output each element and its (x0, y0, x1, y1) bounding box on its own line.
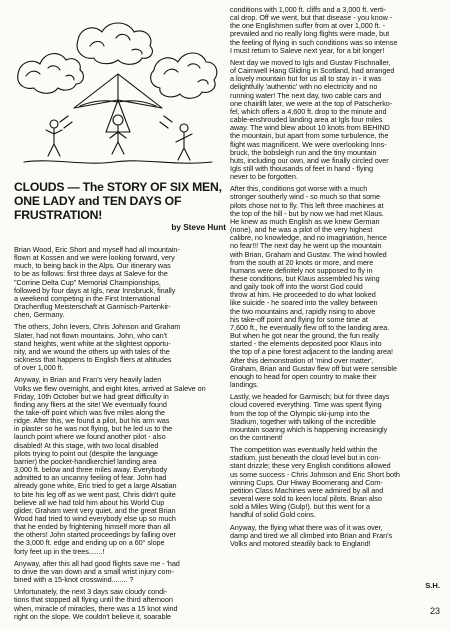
hang-glider-cartoon (14, 4, 222, 174)
left-column (14, 246, 228, 625)
paragraph: After this, conditions got worse with a much stronger southerly wind - so much so that some pilots chose not to fly. This left three machines at the top of the hill - but by now we had met Klaus. He knew as much English as we knew German (none), and he was a pilot of the very highest calibre, no knowledge, and no imagination, hence no fear!!! The next day he went up the mountain with Brian, Graham and Gustav. The wind howled from the south at 20 knots or more, and mere humans were definitely not supposed to fly in these conditions, but Klaus assembled his wing and gaily took off into the worst God could throw at him. He proceeded to do what looked like suicide - he soared into the valley between the two mountains and, rapidly rising to above his take-off point and flying for some time at 7,600 ft., he eventually flew off to the landing area. But when he got near the ground, the fun really started - the elements deposited poor Klaus into the top of a pine forest adjacent to the landing area! After this demonstration of 'mind over matter', Graham, Brian and Gustav flew off but were sensible enough to head for open country to make their landings. (230, 184, 397, 390)
paragraph: Brian Wood, Eric Short and myself had all mountain- flown at Kossen and we were looking forward, very much, to being back in the Alps. Our itinerary was to be as follows: first three days at Saleve for the "Corrine Delta Cup" Memorial Championships, followed by four days at Igls, near Innsbruck, finally a weekend competing in the First International Drachenflug Meisterschaft at Garmisch-Partenkir- chen, Germany. (14, 245, 180, 320)
page-number: 23 (429, 606, 440, 616)
paragraph: Next day we moved to Igls and Gustav Fischnaller, of Cairnwell Hang Gliding in Scotland, had arranged a lovely mountain hut for us all to stay in - it was delightfully 'authentic' with no electricity and no running water! The next day, two cable cars and one chairlift later, we were at the top of Patscherko- fel, which offers a 4,600 ft. drop to the minute and cable-enshrouded landing area at Igls four miles away. The wind blew about 10 knots from BEHIND the mountain, but apart from some turbulence, the flight was magnificent. We were overlooking Inns- bruck, the bobsleigh run and the tiny mountain huts, including our own, and we finally circled over Igls still with thousands of feet in hand - flying never to be forgotten. (230, 57, 395, 182)
paragraph: Anyway, in Brian and Fran's very heavily laden Volks we flew overnight, and eight kites, arrived at Saleve on Friday, 10th October but we had great difficulty in finding any fliers at the site! We eventually found the take-off point which was five miles along the ridge. After this, we found a pilot, but his arm was in plaster so he was not flying, but he led us to the launch point where we found another pilot - also disabled! At this stage, with two local disabled pilots trying to point out (despite the language barrier) the pocket-handkerchief landing area 3,000 ft. below and three miles away. Everybody admitted to an uncanny feeling of fear. John had already gone white, Eric tried to get a large Alsatian to bite his leg off as we went past, Chris didn't quite believe all we had told him about his World Cup glider, Graham went very quiet, and the great Brian Wood had tried to wind everybody else up so much that he ended by frightening himself more than all the others! John started proceedings by falling over the 3,000 ft. edge and ending up on a 60° slope forty feet up in the trees.......! (14, 375, 206, 556)
article-title: CLOUDS — The STORY OF SIX MEN, ONE LADY and TEN DAYS OF FRUSTRATION! (14, 180, 222, 222)
paragraph: conditions with 1,000 ft. cliffs and a 3,000 ft. verti- cal drop. Off we went, but that disease - you know - the one Englishmen suffer from at over 1,000 ft. - prevailed and no really long flights were made, but the feeling of flying in such conditions was so intense I must return to Saleve next year, for a bit longer! (230, 5, 398, 55)
paragraph: Anyway, after this all had good flights save me - 'had to drive the van down and a small wrist injury com- bined with a 15-knot crosswind........ ? (14, 558, 180, 585)
right-column (230, 6, 440, 552)
paragraph: Anyway, the flying what there was of it was over, damp and tired we all climbed into Brian and Fran's Volks and motored steadily back to England! (230, 522, 393, 548)
author-initials: S.H. (425, 581, 440, 590)
paragraph: The others, John Ievers, Chris Johnson and Graham Slater, had not flown mountains. John, who can't stand heights, went white at the slightest opportu- nity, and we wound the others up with tales of the sickness that happens to English fliers at altitudes of over 1,000 ft. (14, 322, 181, 373)
paragraph: The competition was eventually held within the stadium, just beneath the cloud level but in con- stant drizzle; these very English conditions allowed us some success - Chris Johnson and Eric Short both winning Cups. Our Hiway Boomerang and Com- petition Class Machines were admired by all and several were sold to keen local pilots. Brian also sold a Miles Wing (Gulp!). but this went for a handful of solid Gold coins. (230, 445, 400, 520)
paragraph: Unfortunately, the next 3 days saw cloudy condi- tions that stopped all flying until the third afternoon when, miracle of miracles, there was a 15 knot wind right on the slope. We couldn't believe it, soarable (14, 587, 178, 621)
article-byline: by Steve Hunt (171, 223, 226, 232)
paragraph: Lastly, we headed for Garmisch; but for three days cloud covered everything. Time was spent flying from the top of the Olympic ski-jump into the Stadium, together with talking of the incredible mountain soaring which is happening increasingly on the continent! (230, 392, 390, 442)
